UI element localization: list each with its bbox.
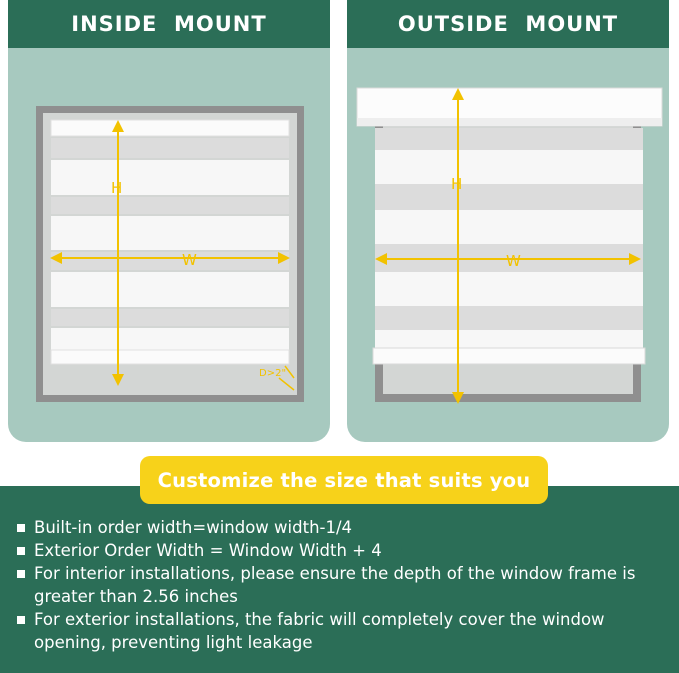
- white-stripe: [375, 210, 643, 244]
- sheer-stripe: [375, 128, 643, 150]
- inside-mount-illustration: [8, 0, 330, 442]
- height-label: H: [111, 179, 123, 197]
- list-item: [16, 539, 671, 562]
- depth-label: D>2": [259, 368, 287, 379]
- white-stripe: [51, 272, 289, 307]
- sheer-stripe: [51, 138, 289, 158]
- sheer-stripe: [375, 184, 643, 210]
- white-stripe: [375, 150, 643, 184]
- sheer-stripe: [51, 252, 289, 270]
- list-item: [16, 562, 671, 608]
- bullet-text: For interior installations, please ensure the depth of the window frame is greater than 2.56 inches: [34, 564, 636, 606]
- bullet-text: For exterior installations, the fabric will completely cover the window opening, preventing light leakage: [34, 610, 605, 652]
- bullet-square-icon: [17, 616, 25, 624]
- bottom-rail: [51, 350, 289, 364]
- feature-list: [16, 516, 671, 654]
- white-stripe: [51, 328, 289, 350]
- headrail: [51, 120, 289, 136]
- width-label: W: [182, 251, 197, 269]
- bullet-square-icon: [17, 547, 25, 555]
- outside-mount-title: OUTSIDE MOUNT: [347, 0, 669, 48]
- bullet-square-icon: [17, 570, 25, 578]
- white-stripe: [375, 272, 643, 306]
- bottom-rail: [373, 348, 645, 364]
- white-stripe: [375, 330, 643, 350]
- inside-mount-title: INSIDE MOUNT: [8, 0, 330, 48]
- customize-banner: Customize the size that suits you: [140, 456, 548, 504]
- sheer-stripe: [51, 197, 289, 214]
- white-stripe: [51, 216, 289, 250]
- list-item: [16, 516, 671, 539]
- bullet-text: Built-in order width=window width-1/4: [34, 518, 353, 537]
- sheer-stripe: [51, 309, 289, 326]
- inside-mount-panel: [8, 0, 330, 442]
- sheer-stripe: [375, 306, 643, 330]
- height-label: H: [451, 175, 463, 193]
- width-label: W: [506, 252, 521, 270]
- outside-mount-illustration: [347, 0, 669, 442]
- bullet-square-icon: [17, 524, 25, 532]
- white-stripe: [51, 160, 289, 195]
- bullet-text: Exterior Order Width = Window Width + 4: [34, 541, 382, 560]
- list-item: [16, 608, 671, 654]
- cassette-shade: [357, 118, 662, 126]
- outside-mount-panel: [347, 0, 669, 442]
